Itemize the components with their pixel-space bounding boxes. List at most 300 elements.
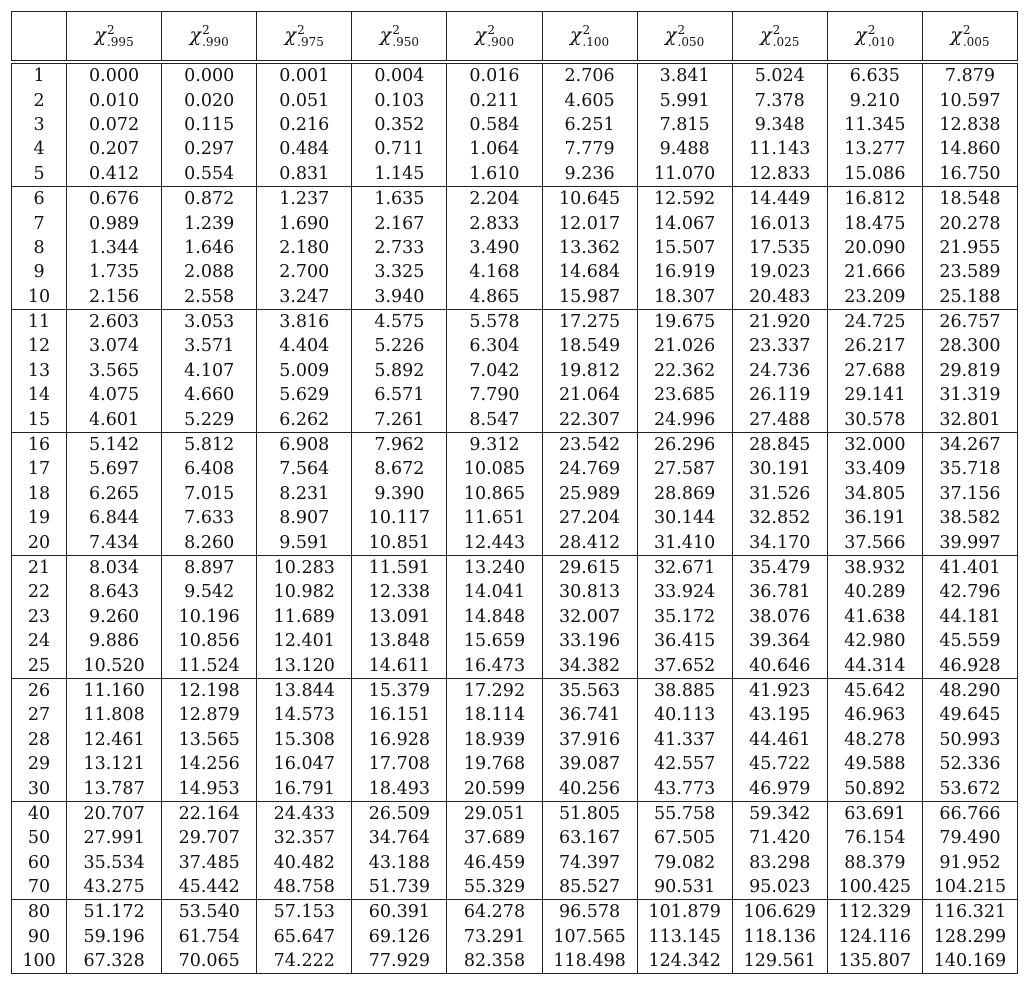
value-cell: 46.459 bbox=[447, 851, 542, 875]
table-row bbox=[12, 530, 1018, 555]
value-cell: 118.136 bbox=[732, 925, 827, 949]
df-cell: 25 bbox=[12, 653, 67, 678]
value-cell: 40.289 bbox=[827, 580, 922, 604]
column-superscript: 2 bbox=[867, 23, 876, 37]
value-cell: 1.145 bbox=[352, 162, 447, 187]
value-cell: 3.325 bbox=[352, 260, 447, 284]
value-cell: 51.172 bbox=[67, 900, 162, 925]
superscript-subscript bbox=[678, 24, 705, 48]
value-cell: 4.404 bbox=[257, 334, 352, 358]
value-cell: 33.924 bbox=[637, 580, 732, 604]
df-cell: 7 bbox=[12, 211, 67, 235]
value-cell: 20.483 bbox=[732, 285, 827, 310]
df-cell: 70 bbox=[12, 875, 67, 900]
value-cell: 5.629 bbox=[257, 383, 352, 407]
value-cell: 41.401 bbox=[922, 555, 1017, 580]
value-cell: 88.379 bbox=[827, 851, 922, 875]
value-cell: 35.718 bbox=[922, 457, 1017, 481]
value-cell: 112.329 bbox=[827, 900, 922, 925]
value-cell: 55.329 bbox=[447, 875, 542, 900]
value-cell: 34.170 bbox=[732, 530, 827, 555]
value-cell: 2.700 bbox=[257, 260, 352, 284]
value-cell: 14.684 bbox=[542, 260, 637, 284]
table-row bbox=[12, 236, 1018, 260]
table-row bbox=[12, 801, 1018, 826]
value-cell: 7.779 bbox=[542, 137, 637, 161]
value-cell: 66.766 bbox=[922, 801, 1017, 826]
value-cell: 18.549 bbox=[542, 334, 637, 358]
value-cell: 30.578 bbox=[827, 407, 922, 432]
value-cell: 13.844 bbox=[257, 678, 352, 703]
value-cell: 11.160 bbox=[67, 678, 162, 703]
value-cell: 9.236 bbox=[542, 162, 637, 187]
value-cell: 9.260 bbox=[67, 605, 162, 629]
value-cell: 34.764 bbox=[352, 826, 447, 850]
value-cell: 0.297 bbox=[162, 137, 257, 161]
superscript-subscript bbox=[868, 24, 895, 48]
value-cell: 27.488 bbox=[732, 407, 827, 432]
value-cell: 39.997 bbox=[922, 530, 1017, 555]
value-cell: 0.216 bbox=[257, 113, 352, 137]
value-cell: 25.989 bbox=[542, 482, 637, 506]
df-cell: 8 bbox=[12, 236, 67, 260]
value-cell: 0.016 bbox=[447, 62, 542, 88]
value-cell: 9.312 bbox=[447, 432, 542, 457]
value-cell: 16.013 bbox=[732, 211, 827, 235]
column-superscript: 2 bbox=[962, 23, 971, 37]
value-cell: 15.379 bbox=[352, 678, 447, 703]
value-cell: 13.277 bbox=[827, 137, 922, 161]
table-header-row bbox=[12, 12, 1018, 63]
value-cell: 41.337 bbox=[637, 728, 732, 752]
value-cell: 3.841 bbox=[637, 62, 732, 88]
value-cell: 26.119 bbox=[732, 383, 827, 407]
value-cell: 2.180 bbox=[257, 236, 352, 260]
df-cell: 90 bbox=[12, 925, 67, 949]
table-row bbox=[12, 506, 1018, 530]
value-cell: 51.739 bbox=[352, 875, 447, 900]
value-cell: 6.304 bbox=[447, 334, 542, 358]
value-cell: 37.652 bbox=[637, 653, 732, 678]
table-row bbox=[12, 925, 1018, 949]
table-row bbox=[12, 359, 1018, 383]
value-cell: 46.979 bbox=[732, 776, 827, 801]
value-cell: 7.042 bbox=[447, 359, 542, 383]
value-cell: 9.210 bbox=[827, 88, 922, 112]
value-cell: 16.791 bbox=[257, 776, 352, 801]
df-cell: 11 bbox=[12, 309, 67, 334]
value-cell: 40.646 bbox=[732, 653, 827, 678]
value-cell: 6.408 bbox=[162, 457, 257, 481]
value-cell: 29.707 bbox=[162, 826, 257, 850]
column-subscript: .995 bbox=[106, 35, 134, 49]
value-cell: 3.490 bbox=[447, 236, 542, 260]
value-cell: 11.689 bbox=[257, 605, 352, 629]
value-cell: 38.582 bbox=[922, 506, 1017, 530]
df-cell: 16 bbox=[12, 432, 67, 457]
value-cell: 8.034 bbox=[67, 555, 162, 580]
value-cell: 13.848 bbox=[352, 629, 447, 653]
value-cell: 11.591 bbox=[352, 555, 447, 580]
value-cell: 45.722 bbox=[732, 752, 827, 776]
table-row bbox=[12, 826, 1018, 850]
superscript-subscript bbox=[963, 24, 990, 48]
value-cell: 12.461 bbox=[67, 728, 162, 752]
value-cell: 9.886 bbox=[67, 629, 162, 653]
chi-symbol: χ bbox=[379, 24, 392, 46]
value-cell: 2.558 bbox=[162, 285, 257, 310]
value-cell: 2.088 bbox=[162, 260, 257, 284]
value-cell: 30.144 bbox=[637, 506, 732, 530]
value-cell: 53.540 bbox=[162, 900, 257, 925]
value-cell: 35.172 bbox=[637, 605, 732, 629]
chi-symbol: χ bbox=[474, 24, 487, 46]
value-cell: 12.443 bbox=[447, 530, 542, 555]
value-cell: 16.473 bbox=[447, 653, 542, 678]
df-cell: 26 bbox=[12, 678, 67, 703]
value-cell: 12.592 bbox=[637, 186, 732, 211]
df-cell: 6 bbox=[12, 186, 67, 211]
value-cell: 21.920 bbox=[732, 309, 827, 334]
value-cell: 0.211 bbox=[447, 88, 542, 112]
table-row bbox=[12, 162, 1018, 187]
df-cell: 27 bbox=[12, 703, 67, 727]
value-cell: 4.865 bbox=[447, 285, 542, 310]
value-cell: 44.181 bbox=[922, 605, 1017, 629]
value-cell: 24.996 bbox=[637, 407, 732, 432]
column-subscript: .950 bbox=[392, 35, 419, 49]
value-cell: 11.070 bbox=[637, 162, 732, 187]
value-cell: 7.633 bbox=[162, 506, 257, 530]
value-cell: 36.781 bbox=[732, 580, 827, 604]
value-cell: 67.505 bbox=[637, 826, 732, 850]
value-cell: 6.251 bbox=[542, 113, 637, 137]
superscript-subscript bbox=[392, 24, 419, 48]
value-cell: 13.240 bbox=[447, 555, 542, 580]
value-cell: 19.812 bbox=[542, 359, 637, 383]
value-cell: 9.348 bbox=[732, 113, 827, 137]
value-cell: 124.342 bbox=[637, 949, 732, 974]
value-cell: 14.611 bbox=[352, 653, 447, 678]
value-cell: 34.805 bbox=[827, 482, 922, 506]
value-cell: 0.412 bbox=[67, 162, 162, 187]
value-cell: 16.812 bbox=[827, 186, 922, 211]
value-cell: 64.278 bbox=[447, 900, 542, 925]
df-cell: 18 bbox=[12, 482, 67, 506]
value-cell: 14.860 bbox=[922, 137, 1017, 161]
value-cell: 51.805 bbox=[542, 801, 637, 826]
df-cell: 21 bbox=[12, 555, 67, 580]
corner-cell bbox=[12, 12, 67, 63]
value-cell: 73.291 bbox=[447, 925, 542, 949]
df-cell: 14 bbox=[12, 383, 67, 407]
value-cell: 74.397 bbox=[542, 851, 637, 875]
value-cell: 11.143 bbox=[732, 137, 827, 161]
df-cell: 15 bbox=[12, 407, 67, 432]
column-header bbox=[447, 12, 542, 63]
value-cell: 43.195 bbox=[732, 703, 827, 727]
value-cell: 6.262 bbox=[257, 407, 352, 432]
value-cell: 30.813 bbox=[542, 580, 637, 604]
value-cell: 17.292 bbox=[447, 678, 542, 703]
value-cell: 0.010 bbox=[67, 88, 162, 112]
value-cell: 4.660 bbox=[162, 383, 257, 407]
value-cell: 43.275 bbox=[67, 875, 162, 900]
value-cell: 2.156 bbox=[67, 285, 162, 310]
value-cell: 74.222 bbox=[257, 949, 352, 974]
value-cell: 10.856 bbox=[162, 629, 257, 653]
value-cell: 6.844 bbox=[67, 506, 162, 530]
value-cell: 0.872 bbox=[162, 186, 257, 211]
value-cell: 3.816 bbox=[257, 309, 352, 334]
value-cell: 29.141 bbox=[827, 383, 922, 407]
column-header bbox=[542, 12, 637, 63]
value-cell: 26.217 bbox=[827, 334, 922, 358]
value-cell: 25.188 bbox=[922, 285, 1017, 310]
value-cell: 37.916 bbox=[542, 728, 637, 752]
table-row bbox=[12, 900, 1018, 925]
value-cell: 0.584 bbox=[447, 113, 542, 137]
value-cell: 32.357 bbox=[257, 826, 352, 850]
value-cell: 32.000 bbox=[827, 432, 922, 457]
value-cell: 22.362 bbox=[637, 359, 732, 383]
value-cell: 31.319 bbox=[922, 383, 1017, 407]
value-cell: 3.074 bbox=[67, 334, 162, 358]
value-cell: 15.659 bbox=[447, 629, 542, 653]
value-cell: 5.229 bbox=[162, 407, 257, 432]
value-cell: 5.697 bbox=[67, 457, 162, 481]
value-cell: 4.575 bbox=[352, 309, 447, 334]
chi-symbol: χ bbox=[855, 24, 867, 46]
value-cell: 21.026 bbox=[637, 334, 732, 358]
value-cell: 100.425 bbox=[827, 875, 922, 900]
value-cell: 0.001 bbox=[257, 62, 352, 88]
value-cell: 82.358 bbox=[447, 949, 542, 974]
value-cell: 28.412 bbox=[542, 530, 637, 555]
value-cell: 21.955 bbox=[922, 236, 1017, 260]
value-cell: 0.352 bbox=[352, 113, 447, 137]
value-cell: 1.344 bbox=[67, 236, 162, 260]
df-cell: 4 bbox=[12, 137, 67, 161]
value-cell: 6.635 bbox=[827, 62, 922, 88]
value-cell: 23.589 bbox=[922, 260, 1017, 284]
value-cell: 27.991 bbox=[67, 826, 162, 850]
value-cell: 12.338 bbox=[352, 580, 447, 604]
table-row bbox=[12, 555, 1018, 580]
df-cell: 30 bbox=[12, 776, 67, 801]
table-row bbox=[12, 211, 1018, 235]
value-cell: 5.892 bbox=[352, 359, 447, 383]
df-cell: 100 bbox=[12, 949, 67, 974]
value-cell: 96.578 bbox=[542, 900, 637, 925]
value-cell: 55.758 bbox=[637, 801, 732, 826]
value-cell: 45.559 bbox=[922, 629, 1017, 653]
value-cell: 12.833 bbox=[732, 162, 827, 187]
value-cell: 23.542 bbox=[542, 432, 637, 457]
chi-symbol: χ bbox=[94, 24, 106, 46]
value-cell: 129.561 bbox=[732, 949, 827, 974]
value-cell: 7.790 bbox=[447, 383, 542, 407]
value-cell: 39.364 bbox=[732, 629, 827, 653]
value-cell: 3.053 bbox=[162, 309, 257, 334]
value-cell: 12.198 bbox=[162, 678, 257, 703]
value-cell: 0.115 bbox=[162, 113, 257, 137]
value-cell: 14.449 bbox=[732, 186, 827, 211]
value-cell: 44.461 bbox=[732, 728, 827, 752]
column-subscript: .010 bbox=[867, 35, 895, 49]
value-cell: 32.801 bbox=[922, 407, 1017, 432]
value-cell: 10.085 bbox=[447, 457, 542, 481]
df-cell: 19 bbox=[12, 506, 67, 530]
value-cell: 50.993 bbox=[922, 728, 1017, 752]
value-cell: 7.962 bbox=[352, 432, 447, 457]
value-cell: 1.735 bbox=[67, 260, 162, 284]
value-cell: 10.520 bbox=[67, 653, 162, 678]
value-cell: 20.599 bbox=[447, 776, 542, 801]
superscript-subscript bbox=[297, 24, 324, 48]
value-cell: 16.047 bbox=[257, 752, 352, 776]
value-cell: 5.009 bbox=[257, 359, 352, 383]
value-cell: 15.086 bbox=[827, 162, 922, 187]
value-cell: 5.226 bbox=[352, 334, 447, 358]
value-cell: 70.065 bbox=[162, 949, 257, 974]
column-superscript: 2 bbox=[392, 23, 400, 37]
value-cell: 95.023 bbox=[732, 875, 827, 900]
value-cell: 118.498 bbox=[542, 949, 637, 974]
value-cell: 31.410 bbox=[637, 530, 732, 555]
value-cell: 18.493 bbox=[352, 776, 447, 801]
column-header bbox=[162, 12, 257, 63]
chi-symbol: χ bbox=[760, 24, 772, 46]
value-cell: 23.685 bbox=[637, 383, 732, 407]
value-cell: 46.928 bbox=[922, 653, 1017, 678]
value-cell: 22.164 bbox=[162, 801, 257, 826]
value-cell: 26.757 bbox=[922, 309, 1017, 334]
value-cell: 14.067 bbox=[637, 211, 732, 235]
column-superscript: 2 bbox=[677, 23, 686, 37]
value-cell: 20.278 bbox=[922, 211, 1017, 235]
value-cell: 1.646 bbox=[162, 236, 257, 260]
value-cell: 44.314 bbox=[827, 653, 922, 678]
value-cell: 49.645 bbox=[922, 703, 1017, 727]
value-cell: 49.588 bbox=[827, 752, 922, 776]
value-cell: 4.168 bbox=[447, 260, 542, 284]
value-cell: 60.391 bbox=[352, 900, 447, 925]
column-header bbox=[67, 12, 162, 63]
value-cell: 38.932 bbox=[827, 555, 922, 580]
table-row bbox=[12, 62, 1018, 88]
value-cell: 85.527 bbox=[542, 875, 637, 900]
table-row bbox=[12, 285, 1018, 310]
value-cell: 20.090 bbox=[827, 236, 922, 260]
column-superscript: 2 bbox=[487, 23, 495, 37]
value-cell: 14.953 bbox=[162, 776, 257, 801]
value-cell: 1.064 bbox=[447, 137, 542, 161]
value-cell: 8.547 bbox=[447, 407, 542, 432]
value-cell: 18.475 bbox=[827, 211, 922, 235]
value-cell: 42.980 bbox=[827, 629, 922, 653]
value-cell: 29.051 bbox=[447, 801, 542, 826]
value-cell: 12.401 bbox=[257, 629, 352, 653]
value-cell: 2.706 bbox=[542, 62, 637, 88]
value-cell: 2.204 bbox=[447, 186, 542, 211]
value-cell: 30.191 bbox=[732, 457, 827, 481]
value-cell: 43.188 bbox=[352, 851, 447, 875]
value-cell: 10.982 bbox=[257, 580, 352, 604]
column-subscript: .100 bbox=[582, 35, 610, 49]
value-cell: 3.571 bbox=[162, 334, 257, 358]
table-row bbox=[12, 383, 1018, 407]
value-cell: 41.923 bbox=[732, 678, 827, 703]
column-superscript: 2 bbox=[106, 23, 115, 37]
column-superscript: 2 bbox=[772, 23, 781, 37]
value-cell: 59.342 bbox=[732, 801, 827, 826]
table-row bbox=[12, 432, 1018, 457]
df-cell: 9 bbox=[12, 260, 67, 284]
table-row bbox=[12, 875, 1018, 900]
table-row bbox=[12, 309, 1018, 334]
value-cell: 35.563 bbox=[542, 678, 637, 703]
value-cell: 3.940 bbox=[352, 285, 447, 310]
value-cell: 37.156 bbox=[922, 482, 1017, 506]
value-cell: 0.020 bbox=[162, 88, 257, 112]
value-cell: 29.819 bbox=[922, 359, 1017, 383]
value-cell: 28.300 bbox=[922, 334, 1017, 358]
value-cell: 35.479 bbox=[732, 555, 827, 580]
value-cell: 6.265 bbox=[67, 482, 162, 506]
value-cell: 0.711 bbox=[352, 137, 447, 161]
value-cell: 27.204 bbox=[542, 506, 637, 530]
value-cell: 18.307 bbox=[637, 285, 732, 310]
value-cell: 48.290 bbox=[922, 678, 1017, 703]
df-cell: 13 bbox=[12, 359, 67, 383]
value-cell: 104.215 bbox=[922, 875, 1017, 900]
value-cell: 19.675 bbox=[637, 309, 732, 334]
value-cell: 17.275 bbox=[542, 309, 637, 334]
table-row bbox=[12, 703, 1018, 727]
value-cell: 59.196 bbox=[67, 925, 162, 949]
chi-symbol: χ bbox=[569, 24, 582, 46]
value-cell: 10.645 bbox=[542, 186, 637, 211]
value-cell: 18.548 bbox=[922, 186, 1017, 211]
value-cell: 13.787 bbox=[67, 776, 162, 801]
value-cell: 36.191 bbox=[827, 506, 922, 530]
value-cell: 2.603 bbox=[67, 309, 162, 334]
table-row bbox=[12, 113, 1018, 137]
value-cell: 5.024 bbox=[732, 62, 827, 88]
column-subscript: .025 bbox=[772, 35, 800, 49]
value-cell: 3.247 bbox=[257, 285, 352, 310]
value-cell: 6.571 bbox=[352, 383, 447, 407]
value-cell: 113.145 bbox=[637, 925, 732, 949]
value-cell: 16.151 bbox=[352, 703, 447, 727]
value-cell: 28.869 bbox=[637, 482, 732, 506]
value-cell: 0.484 bbox=[257, 137, 352, 161]
value-cell: 76.154 bbox=[827, 826, 922, 850]
value-cell: 71.420 bbox=[732, 826, 827, 850]
value-cell: 12.017 bbox=[542, 211, 637, 235]
value-cell: 8.907 bbox=[257, 506, 352, 530]
value-cell: 23.337 bbox=[732, 334, 827, 358]
chi-symbol: χ bbox=[665, 24, 677, 46]
column-subscript: .005 bbox=[962, 35, 990, 49]
value-cell: 67.328 bbox=[67, 949, 162, 974]
table-row bbox=[12, 580, 1018, 604]
table-row bbox=[12, 653, 1018, 678]
value-cell: 48.278 bbox=[827, 728, 922, 752]
value-cell: 34.382 bbox=[542, 653, 637, 678]
superscript-subscript bbox=[487, 24, 514, 48]
